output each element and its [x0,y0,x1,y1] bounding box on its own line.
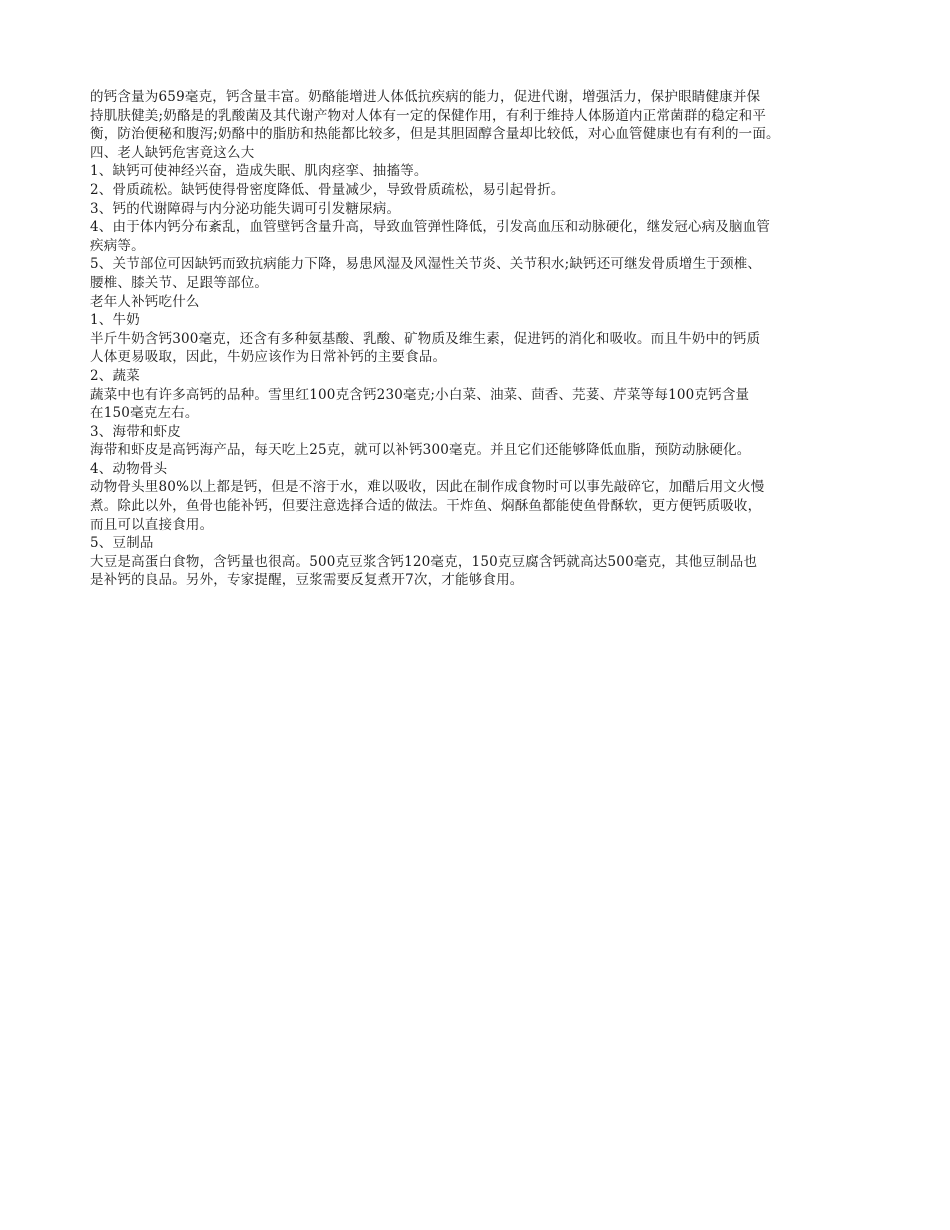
paragraph-line: 持肌肤健美;奶酪是的乳酸菌及其代谢产物对人体有一定的保健作用，有利于维持人体肠道内正常菌群的稳定和平 [90,107,767,124]
section-heading-text: 四、老人缺钙危害竟这么大 [90,144,255,161]
harm-item-5 [90,255,880,292]
harm-item-1 [90,162,880,181]
section-heading-text: 1、牛奶 [90,312,140,329]
vegetable-heading [90,367,880,386]
vegetable-paragraph [90,386,880,423]
bone-heading [90,460,880,479]
paragraph-line: 煮。除此以外，鱼骨也能补钙，但要注意选择合适的做法。干炸鱼、焖酥鱼都能使鱼骨酥软，更方便钙质吸收， [90,498,762,515]
harm-item-2 [90,181,880,200]
section-heading-text: 5、豆制品 [90,535,154,552]
paragraph-line: 5、关节部位可因缺钙而致抗病能力下降，易患风湿及风湿性关节炎、关节积水;缺钙还可继发骨质增生于颈椎、 [90,256,762,273]
harm-item-4 [90,218,880,255]
milk-paragraph [90,330,880,367]
section-heading-text: 老年人补钙吃什么 [90,293,200,310]
paragraph-line: 海带和虾皮是高钙海产品，每天吃上25克，就可以补钙300毫克。并且它们还能够降低血脂，预防动脉硬化。 [90,442,751,459]
paragraph-line: 是补钙的良品。另外，专家提醒，豆浆需要反复煮开7次，才能够食用。 [90,572,524,589]
paragraph-line: 蔬菜中也有许多高钙的品种。雪里红100克含钙230毫克;小白菜、油菜、茴香、芫荽、芹菜等每100克钙含量 [90,386,750,403]
section-heading-text: 4、动物骨头 [90,460,168,477]
section-heading-text: 3、海带和虾皮 [90,423,181,440]
soy-paragraph [90,553,880,590]
paragraph-line: 2、骨质疏松。缺钙使得骨密度降低、骨量减少，导致骨质疏松，易引起骨折。 [90,181,565,198]
paragraph-line: 腰椎、膝关节、足跟等部位。 [90,274,269,291]
document-page [90,88,880,590]
bone-paragraph [90,478,880,534]
paragraph-line: 3、钙的代谢障碍与内分泌功能失调可引发糖尿病。 [90,200,401,217]
paragraph-line: 在150毫克左右。 [90,405,199,422]
paragraph-line: 动物骨头里80%以上都是钙，但是不溶于水，难以吸收，因此在制作成食物时可以事先敲碎它，加醋后用文火慢 [90,479,765,496]
seaweed-heading [90,423,880,442]
section-four-heading [90,144,880,163]
paragraph-line: 人体更易吸取，因此，牛奶应该作为日常补钙的主要食品。 [90,349,447,366]
harm-item-3 [90,200,880,219]
section-heading-text: 2、蔬菜 [90,367,140,384]
paragraph-line: 半斤牛奶含钙300毫克，还含有多种氨基酸、乳酸、矿物质及维生素，促进钙的消化和吸收。而且牛奶中的钙质 [90,330,761,347]
seaweed-paragraph [90,441,880,460]
paragraph-line: 疾病等。 [90,237,145,254]
paragraph-line: 4、由于体内钙分布紊乱，血管壁钙含量升高，导致血管弹性降低，引发高血压和动脉硬化，继发冠心病及脑血管 [90,219,771,236]
paragraph-line: 衡，防治便秘和腹泻;奶酪中的脂肪和热能都比较多，但是其胆固醇含量却比较低，对心血管健康也有有利的一面。 [90,126,780,143]
paragraph-line: 的钙含量为659毫克，钙含量丰富。奶酪能增进人体低抗疾病的能力，促进代谢，增强活力，保护眼睛健康并保 [90,89,761,105]
cheese-paragraph [90,88,880,144]
milk-heading [90,311,880,330]
soy-heading [90,534,880,553]
supplement-heading [90,293,880,312]
paragraph-line: 而且可以直接食用。 [90,516,214,533]
paragraph-line: 1、缺钙可使神经兴奋，造成失眠、肌肉痉挛、抽搐等。 [90,163,428,180]
paragraph-line: 大豆是高蛋白食物，含钙量也很高。500克豆浆含钙120毫克，150克豆腐含钙就高达500毫克，其他豆制品也 [90,553,758,570]
